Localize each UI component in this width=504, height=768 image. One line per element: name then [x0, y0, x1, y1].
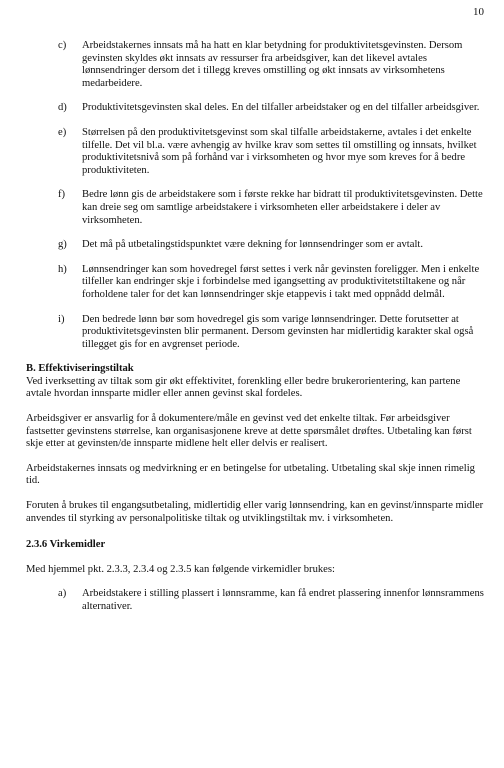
list-item-d	[58, 102, 486, 115]
list-item-g	[58, 239, 486, 252]
list-item-c	[58, 40, 486, 90]
list-item-f	[58, 189, 486, 227]
list-text: Arbeidstakernes innsats må ha hatt en klar betydning for produktivitetsgevinsten. Dersom gevinsten skyldes økt innsats av ressurser fra arbeidsgiver, kan det likevel avtales lønnsendringer dersom det i tillegg kreves omstilling og økt innsats av virksomhetens medarbeidere.	[82, 40, 463, 89]
paragraph: Arbeidstakernes innsats og medvirkning er en betingelse for utbetaling. Utbetaling skal skje innen rimelig tid.	[26, 462, 475, 487]
list-marker: d)	[58, 102, 67, 114]
list-marker: a)	[58, 588, 67, 600]
page-number: 10	[473, 6, 484, 18]
list-marker: e)	[58, 126, 67, 138]
list-text: Bedre lønn gis de arbeidstakere som i første rekke har bidratt til produktivitetsgevinsten. Dette kan dreie seg om samtlige arbeidstakere i virksomheten eller arbeidstakere i deler av virksomheten.	[82, 189, 483, 226]
list-marker: i)	[58, 313, 65, 325]
paragraph: Ved iverksetting av tiltak som gir økt effektivitet, forenkling eller bedre brukerorientering, kan partene avtale hvordan innsparte midler eller annen gevinst skal fordeles.	[26, 375, 461, 400]
list-item-a	[58, 588, 486, 613]
list-marker: g)	[58, 239, 67, 251]
list-text: Det må på utbetalingstidspunktet være dekning for lønnsendringer som er avtalt.	[82, 239, 423, 251]
list-marker: h)	[58, 263, 67, 275]
paragraph: Foruten å brukes til engangsutbetaling, midlertidig eller varig lønnsendring, kan en gevinst/innsparte midler anvendes til styrking av personalpolitiske tiltak og utviklingstiltak mv. i virksomheten.	[26, 500, 484, 524]
list-marker: c)	[58, 40, 67, 51]
paragraph-intro: Med hjemmel pkt. 2.3.3, 2.3.4 og 2.3.5 kan følgende virkemidler brukes:	[26, 563, 335, 575]
list-item-i	[58, 314, 486, 352]
document-body	[26, 40, 486, 626]
section-title-b: B. Effektiviseringstiltak	[26, 363, 134, 375]
list-text: Produktivitetsgevinsten skal deles. En del tilfaller arbeidstaker og en del tilfaller arbeidsgiver.	[82, 102, 480, 114]
list-text: Lønnsendringer kan som hovedregel først settes i verk når gevinsten foreligger. Men i enkelte tilfeller kan endringer skje i forbindelse med igangsetting av produktivitetstiltakene og når forholdene taler for det kan lønnsendringer skje etappevis i takt med oppnådd delmål.	[82, 263, 480, 300]
paragraph: Arbeidsgiver er ansvarlig for å dokumentere/måle en gevinst ved det enkelte tiltak. Før arbeidsgiver fastsetter gevinstens størrelse, kan organisasjonene kreve at dette spørsmålet drøftes. Utbetaling kan først skje etter at gevinsten/de innsparte midlene helt eller delvis er realisert.	[26, 413, 472, 450]
list-text: Den bedrede lønn bør som hovedregel gis som varige lønnsendringer. Dette forutsetter at produktivitetsgevinsten blir permanent. Dersom gevinsten har midlertidig karakter skal også tillegget gis for en avgrenset periode.	[82, 313, 474, 350]
list-productivity	[26, 40, 486, 351]
list-item-e	[58, 127, 486, 177]
list-marker: f)	[58, 189, 66, 201]
list-item-h	[58, 264, 486, 302]
section-heading-2-3-6: 2.3.6 Virkemidler	[26, 539, 106, 551]
list-text: Arbeidstakere i stilling plassert i lønnsramme, kan få endret plassering innenfor lønnsrammens alternativer.	[82, 588, 484, 612]
list-text: Størrelsen på den produktivitetsgevinst som skal tilfalle arbeidstakerne, avtales i det enkelte tilfelle. Det vil bl.a. være avhengig av hvilke krav som settes til omstilling og innsats, hvilket produktivitetsnivå som på forhånd var i virksomheten og hvor mye som kreves for å bedre produktiviteten.	[82, 126, 477, 176]
